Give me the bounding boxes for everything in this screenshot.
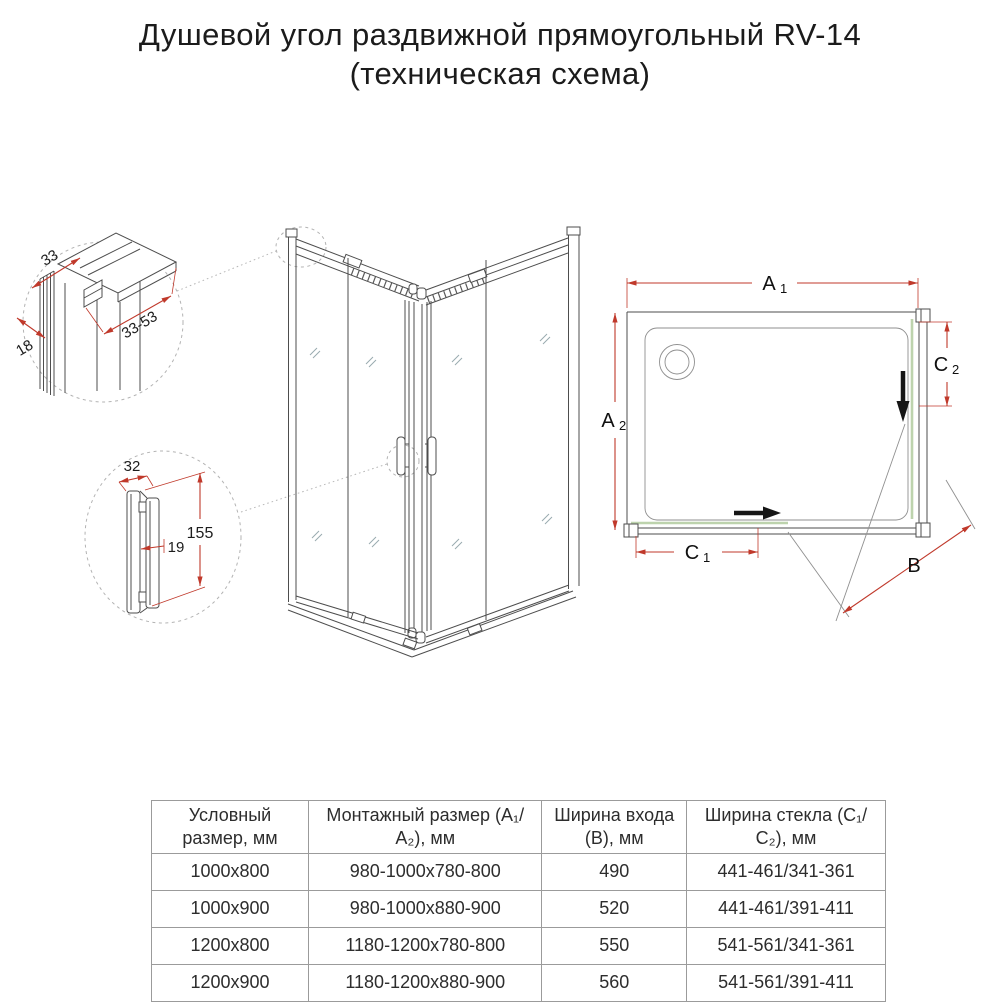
- svg-text:2: 2: [952, 362, 960, 377]
- svg-text:C: C: [684, 542, 700, 564]
- cell-glass: 441-461/341-361: [687, 854, 886, 891]
- cell-mounting: 1180-1200x780-800: [309, 928, 542, 965]
- header-glass-width: Ширина стекла (С₁/С₂), мм: [687, 801, 886, 854]
- profile-dim-range: 33-53: [118, 307, 161, 343]
- cell-entry: 520: [542, 891, 687, 928]
- door-handle-left: [397, 437, 405, 475]
- slide-direction-arrow-right: [734, 507, 781, 520]
- cell-nominal: 1200x900: [152, 965, 309, 1002]
- cell-nominal: 1000x800: [152, 854, 309, 891]
- svg-text:A: A: [601, 410, 615, 432]
- svg-text:A: A: [762, 273, 776, 295]
- cell-entry: 550: [542, 928, 687, 965]
- title-line-2: (техническая схема): [349, 55, 651, 91]
- dimension-a2: [601, 313, 626, 530]
- handle-dim-gap: 19: [167, 539, 185, 556]
- cell-glass: 541-561/391-411: [687, 965, 886, 1002]
- cell-glass: 441-461/391-411: [687, 891, 886, 928]
- title-line-1: Душевой угол раздвижной прямоугольный RV-14: [138, 17, 862, 52]
- handle-dim-width: 32: [123, 458, 141, 475]
- header-nominal-size: Условный размер, мм: [152, 801, 309, 854]
- dimension-a1: [627, 273, 918, 308]
- table-row: [152, 965, 886, 1002]
- cell-mounting: 980-1000x880-900: [309, 891, 542, 928]
- handle-dim-height: 155: [186, 525, 214, 542]
- shower-tray: [645, 328, 908, 520]
- table-row: [152, 891, 886, 928]
- cell-mounting: 980-1000x780-800: [309, 854, 542, 891]
- size-spec-table: [151, 800, 886, 1002]
- svg-text:C: C: [933, 354, 949, 376]
- table-row: [152, 928, 886, 965]
- plan-view: [601, 273, 975, 621]
- profile-detail-callout: [13, 233, 276, 402]
- header-entry-width: Ширина входа (В), мм: [542, 801, 687, 854]
- svg-text:2: 2: [619, 418, 627, 433]
- enclosure-3d-view: [276, 227, 580, 657]
- door-handle-right: [428, 437, 436, 475]
- cell-mounting: 1180-1200x880-900: [309, 965, 542, 1002]
- dimension-b: [788, 424, 975, 621]
- svg-text:B: B: [907, 555, 921, 577]
- svg-text:1: 1: [780, 281, 788, 296]
- cell-glass: 541-561/341-361: [687, 928, 886, 965]
- cell-nominal: 1000x900: [152, 891, 309, 928]
- handle-detail-callout: [85, 451, 387, 623]
- table-row: [152, 854, 886, 891]
- svg-text:1: 1: [703, 550, 711, 565]
- dimension-c2: [919, 322, 959, 406]
- profile-dim-top: 33: [38, 246, 62, 270]
- header-mounting-size: Монтажный размер (А₁/А₂), мм: [309, 801, 542, 854]
- table-header-row: [152, 801, 886, 854]
- profile-dim-depth: 18: [13, 336, 37, 360]
- cell-nominal: 1200x800: [152, 928, 309, 965]
- cell-entry: 490: [542, 854, 687, 891]
- cell-entry: 560: [542, 965, 687, 1002]
